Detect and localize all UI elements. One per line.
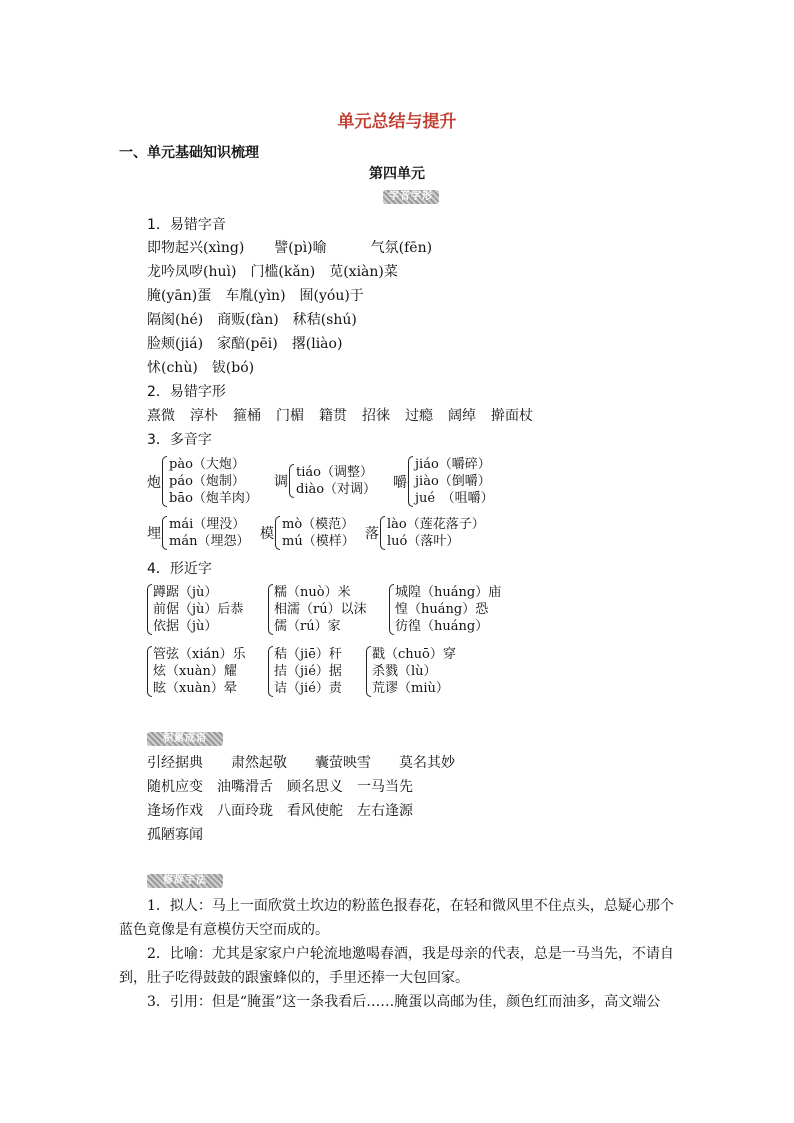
unit-heading: 第四单元: [369, 166, 425, 182]
polyphone-group-tiao: 调 tiáo（调整） diào（对调）: [274, 465, 377, 497]
polyphone-group-jiao: 嚼 jiáo（嚼碎） jiào（倒嚼） jué （咀嚼）: [393, 457, 494, 506]
badge-pronunciation: 字音字形: [383, 190, 439, 204]
polyphone-group-mo: 模 mò（模范） mú（模样）: [260, 517, 355, 549]
badge-idioms: 积累成语: [147, 732, 223, 746]
polyphone-group-luo: 落 lào（莲花落子） luó（落叶）: [365, 517, 485, 549]
rhetoric-paragraph-1: 1．拟人：马上一面欣赏土坎边的粉蓝色报春花，在轻和微风里不住点头，总疑心那个蓝色竟像是有意模仿天空而成的。: [119, 898, 674, 938]
similar-heading: 4．形近字: [147, 561, 212, 577]
similar-group-ju: 蹲踞（jù） 前倨（jù）后恭 依据（jù）: [147, 584, 243, 635]
rhetoric-paragraph-2: 2．比喻：尤其是家家户户轮流地邀喝春酒，我是母亲的代表，总是一马当先，不请自到，肚子吃得鼓鼓的跟蜜蜂似的，手里还捧一大包回家。: [119, 946, 674, 986]
similar-group-lu: 戳（chuō）穿 杀戮（lù） 荒谬（miù）: [366, 646, 456, 697]
polyphones-heading: 3．多音字: [147, 432, 212, 448]
forms-list: 熹微 淳朴 箍桶 门楣 籍贯 招徕 过瘾 阔绰 擀面杖: [147, 408, 533, 424]
idiom-line-4: 孤陋寡闻: [147, 827, 203, 843]
pron-line-2: 龙吟凤哕(huì) 门槛(kǎn) 苋(xiàn)菜: [147, 264, 398, 280]
pron-line-6: 怵(chù) 钹(bó): [147, 360, 255, 376]
pron-line-3: 腌(yān)蛋 车胤(yìn) 囿(yóu)于: [147, 288, 364, 304]
pron-line-1: 即物起兴(xìng) 譬(pì)喻 气氛(fēn): [147, 240, 433, 256]
badge-rhetoric: 修辞手法: [147, 874, 223, 888]
similar-group-xian: 管弦（xián）乐 炫（xuàn）耀 眩（xuàn）晕: [147, 646, 246, 697]
polyphone-group-mai: 埋 mái（埋没） mán（埋怨）: [147, 517, 250, 549]
section-heading: 一、单元基础知识梳理: [119, 145, 259, 161]
pron-line-4: 隔阂(hé) 商贩(fàn) 秫秸(shú): [147, 312, 357, 328]
pronunciation-heading: 1．易错字音: [147, 217, 226, 233]
idiom-line-3: 逢场作戏 八面玲珑 看风使舵 左右逢源: [147, 803, 413, 819]
similar-group-ru: 糯（nuò）米 相濡（rú）以沫 儒（rú）家: [268, 584, 367, 635]
rhetoric-paragraph-3: 3．引用：但是“腌蛋”这一条我看后……腌蛋以高邮为佳，颜色红而油多，高文端公: [147, 994, 661, 1010]
idiom-line-1: 引经据典 肃然起敬 囊萤映雪 莫名其妙: [147, 755, 455, 771]
similar-group-jie: 秸（jiē）秆 拮（jié）据 诘（jié）责: [268, 646, 342, 697]
similar-group-huang: 城隍（huáng）庙 惶（huáng）恐 彷徨（huáng）: [389, 584, 501, 635]
forms-heading: 2．易错字形: [147, 384, 226, 400]
page-title: 单元总结与提升: [337, 112, 457, 132]
pron-line-5: 脸颊(jiá) 家醅(pēi) 撂(liào): [147, 336, 343, 352]
polyphone-group-pao: 炮 pào（大炮） páo（炮制） bāo（炮羊肉）: [147, 457, 258, 506]
idiom-line-2: 随机应变 油嘴滑舌 顾名思义 一马当先: [147, 779, 413, 795]
